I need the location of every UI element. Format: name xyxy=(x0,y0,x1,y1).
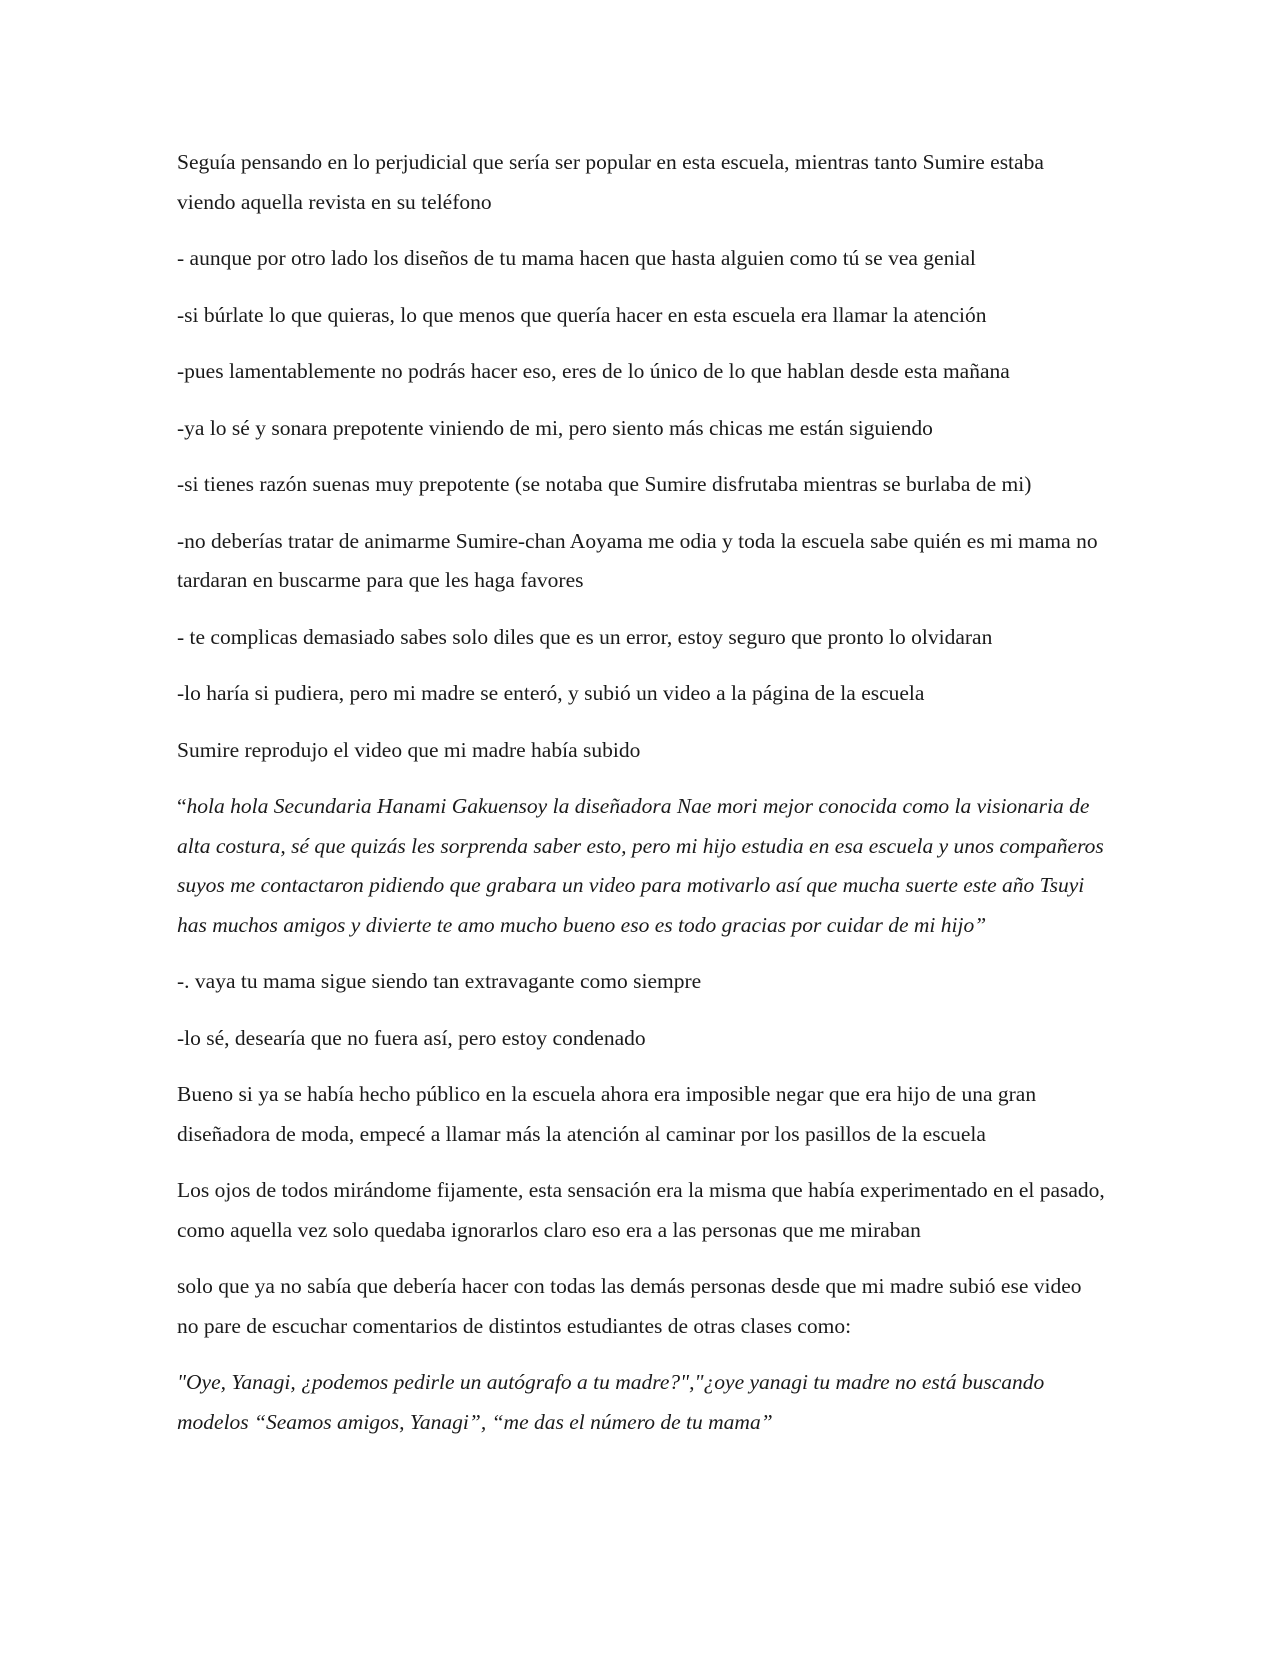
dialogue-line: -no deberías tratar de animarme Sumire-chan Aoyama me odia y toda la escuela sabe quién es mi mama no tardaran en buscarme para que les haga favores xyxy=(177,528,1098,592)
dialogue-line: -pues lamentablemente no podrás hacer eso, eres de lo único de lo que hablan desde esta mañana xyxy=(177,359,1010,383)
video-quote-text: hola hola Secundaria Hanami Gakuensoy la diseñadora Nae mori mejor conocida como la visionaria de alta costura, sé que quizás les sorprenda saber esto, pero mi hijo estudia en esa escuela y unos compañeros suyos me contactaron pidiendo que grabara un video para motivarlo así que mucha suerte este año Tsuyi has muchos amigos y divierte te amo mucho bueno eso es todo gracias por cuidar de mi hijo” xyxy=(177,794,1104,937)
paragraph: Bueno si ya se había hecho público en la escuela ahora era imposible negar que era hijo de una gran diseñadora de moda, empecé a llamar más la atención al caminar por los pasillos de la escuela xyxy=(177,1082,1037,1146)
paragraph: Los ojos de todos mirándome fijamente, esta sensación era la misma que había experimentado en el pasado, como aquella vez solo quedaba ignorarlos claro eso era a las personas que me miraban xyxy=(177,1178,1105,1242)
document-page xyxy=(177,143,1107,1459)
open-quote-mark: “ xyxy=(177,794,187,818)
dialogue-line: -lo sé, desearía que no fuera así, pero estoy condenado xyxy=(177,1025,646,1050)
dialogue-line: - te complicas demasiado sabes solo diles que es un error, estoy seguro que pronto lo olvidaran xyxy=(177,624,993,649)
student-comments: "Oye, Yanagi, ¿podemos pedirle un autógrafo a tu madre?","¿oye yanagi tu madre no está buscando modelos “Seamos amigos, Yanagi”, “me das el número de tu mama” xyxy=(177,1370,1045,1434)
dialogue-line: -si búrlate lo que quieras, lo que menos que quería hacer en esta escuela era llamar la atención xyxy=(177,302,987,327)
dialogue-line: -si tienes razón suenas muy prepotente (se notaba que Sumire disfrutaba mientras se burlaba de mi) xyxy=(177,472,1032,496)
dialogue-line: -. vaya tu mama sigue siendo tan extravagante como siempre xyxy=(177,969,702,993)
paragraph: Sumire reprodujo el video que mi madre había subido xyxy=(177,737,641,762)
dialogue-line: -lo haría si pudiera, pero mi madre se enteró, y subió un video a la página de la escuela xyxy=(177,681,925,705)
video-quote xyxy=(177,787,1107,945)
paragraph: Seguía pensando en lo perjudicial que sería ser popular en esta escuela, mientras tanto Sumire estaba viendo aquella revista en su teléfono xyxy=(177,150,1044,214)
dialogue-line: - aunque por otro lado los diseños de tu mama hacen que hasta alguien como tú se vea genial xyxy=(177,246,976,270)
dialogue-line: -ya lo sé y sonara prepotente viniendo de mi, pero siento más chicas me están siguiendo xyxy=(177,415,933,440)
paragraph: solo que ya no sabía que debería hacer con todas las demás personas desde que mi madre subió ese video no pare de escuchar comentarios de distintos estudiantes de otras clases como: xyxy=(177,1274,1082,1338)
